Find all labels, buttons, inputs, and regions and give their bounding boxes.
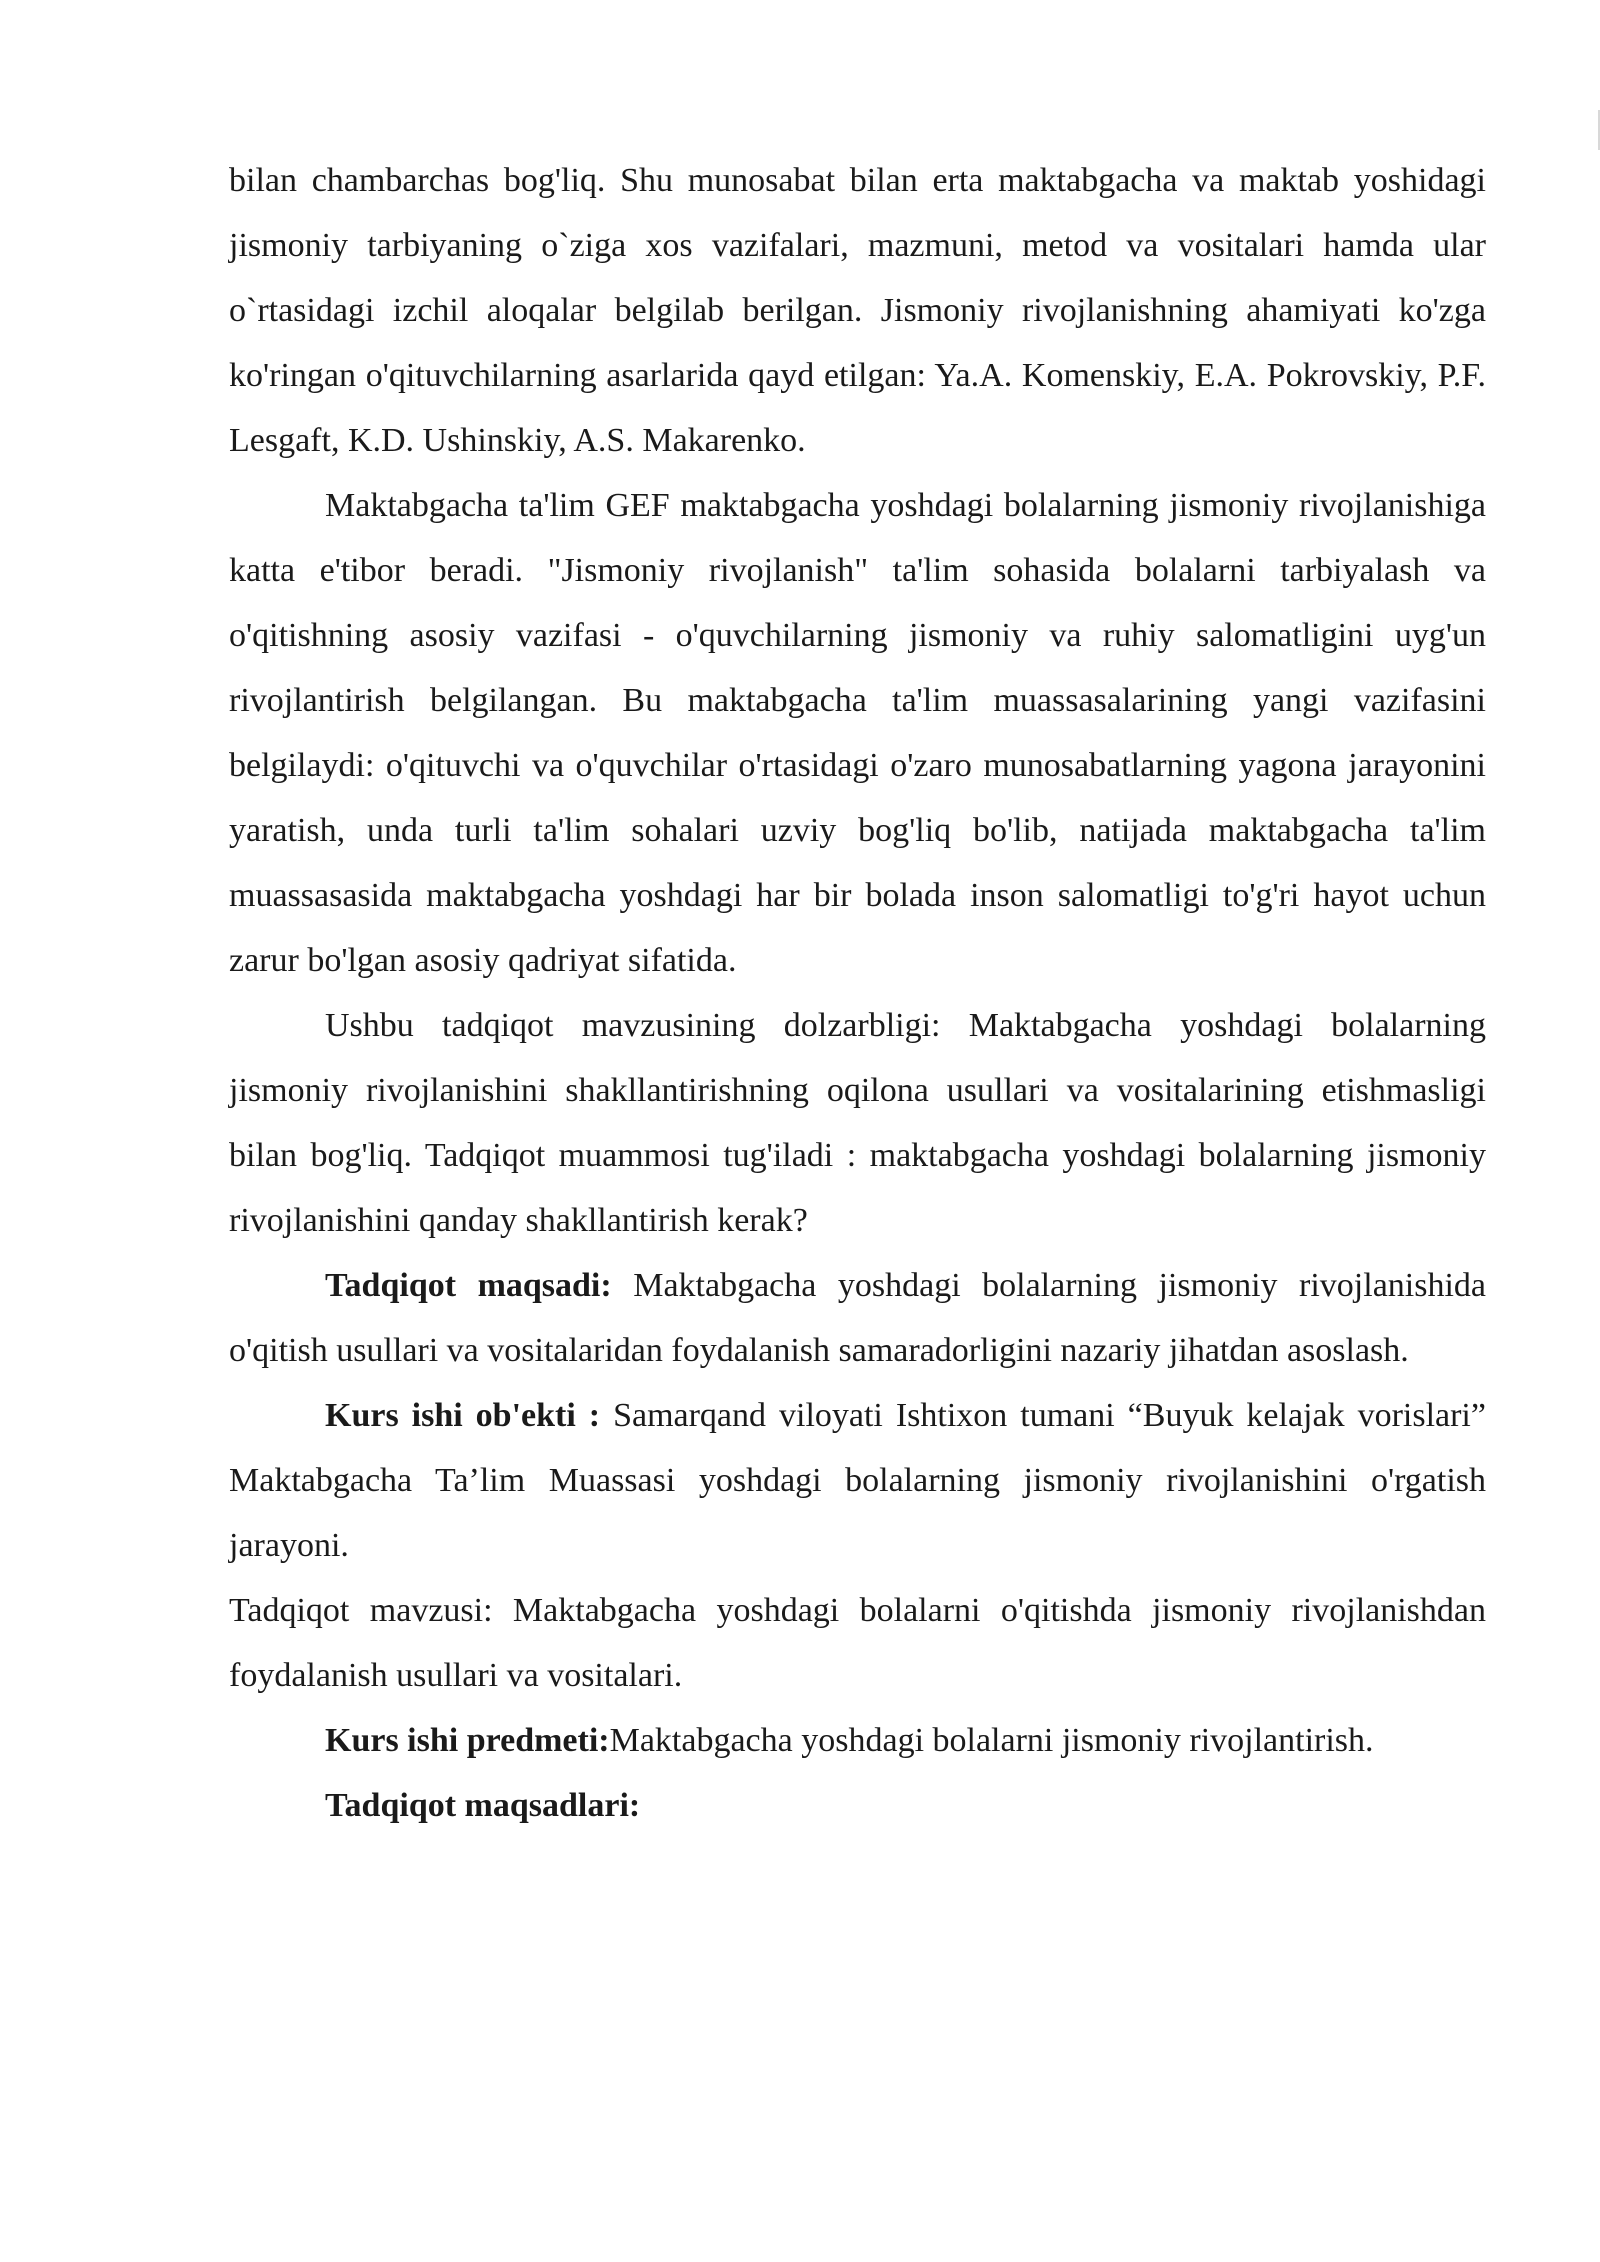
bold-heading-text: Kurs ishi predmeti: — [325, 1722, 610, 1759]
paragraph — [229, 1708, 1486, 1773]
bold-heading-text: Kurs ishi ob'ekti : — [325, 1397, 601, 1434]
paragraph-text: Ushbu tadqiqot mavzusining dolzarbligi: Maktabgacha yoshdagi bolalarning jismoniy rivojlanishini shakllantirishning oqilona usullari va vositalarining etishmasligi bilan bog'liq. Tadqiqot muammosi tug'iladi : maktabgacha yoshdagi bolalarning jismoniy rivojlanishini qanday shakllantirish kerak? — [229, 1007, 1486, 1239]
paragraph — [229, 1383, 1486, 1578]
paragraph — [229, 1578, 1486, 1708]
paragraph-text: Tadqiqot mavzusi: Maktabgacha yoshdagi bolalarni o'qitishda jismoniy rivojlanishdan foydalanish usullari va vositalari. — [229, 1592, 1486, 1694]
paragraph-text: Maktabgacha yoshdagi bolalarning jismoniy rivojlanishida o'qitish usullari va vositalaridan foydalanish samaradorligini nazariy jihatdan asoslash. — [229, 1267, 1486, 1369]
paragraph — [229, 473, 1486, 993]
paragraph — [229, 1773, 1486, 1838]
paragraph-text: Maktabgacha ta'lim GEF maktabgacha yoshdagi bolalarning jismoniy rivojlanishiga katta e'tibor beradi. "Jismoniy rivojlanish" ta'lim sohasida bolalarni tarbiyalash va o'qitishning asosiy vazifasi - o'quvchilarning jismoniy va ruhiy salomatligini uyg'un rivojlantirish belgilangan. Bu maktabgacha ta'lim muassasalarining yangi vazifasini belgilaydi: o'qituvchi va o'quvchilar o'rtasidagi o'zaro munosabatlarning yagona jarayonini yaratish, unda turli ta'lim sohalari uzviy bog'liq bo'lib, natijada maktabgacha ta'lim muassasasida maktabgacha yoshdagi har bir bolada inson salomatligi to'g'ri hayot uchun zarur bo'lgan asosiy qadriyat sifatida. — [229, 487, 1486, 979]
paragraph-text: Samarqand viloyati Ishtixon tumani “Buyuk kelajak vorislari” Maktabgacha Ta’lim Muassasi yoshdagi bolalarning jismoniy rivojlanishini o'rgatish jarayoni. — [229, 1397, 1486, 1564]
bold-heading-text: Tadqiqot maqsadi: — [325, 1267, 612, 1304]
bold-heading-text: Tadqiqot maqsadlari: — [325, 1787, 641, 1824]
paragraph — [229, 993, 1486, 1253]
document-body — [229, 148, 1486, 1838]
paragraph — [229, 1253, 1486, 1383]
paragraph-text: Maktabgacha yoshdagi bolalarni jismoniy rivojlantirish. — [609, 1722, 1374, 1759]
paragraph — [229, 148, 1486, 473]
paragraph-text: bilan chambarchas bog'liq. Shu munosabat bilan erta maktabgacha va maktab yoshidagi jismoniy tarbiyaning o`ziga xos vazifalari, mazmuni, metod va vositalari hamda ular o`rtasidagi izchil aloqalar belgilab berilgan. Jismoniy rivojlanishning ahamiyati ko'zga ko'ringan o'qituvchilarning asarlarida qayd etilgan: Ya.A. Komenskiy, E.A. Pokrovskiy, P.F. Lesgaft, K.D. Ushinskiy, A.S. Makarenko. — [229, 162, 1486, 459]
